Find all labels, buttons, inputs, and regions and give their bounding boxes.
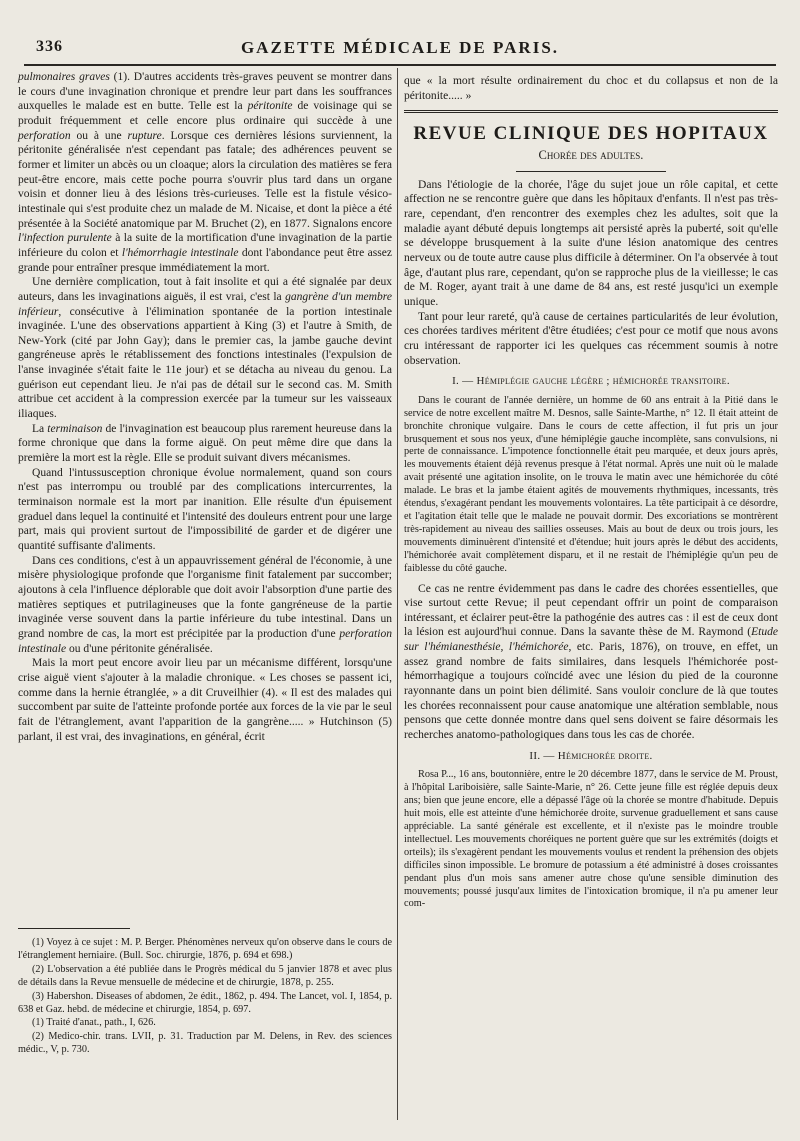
short-rule xyxy=(516,171,666,172)
paragraph xyxy=(18,70,392,275)
text: Ce cas ne rentre évidemment pas dans le cadre des chorées essentielles, que vise surtout cette Revue; il peut cependant offrir un point de comparaison intéressant, et éclairer peut-être la pathogénie des autres cas : il est de ceux dont la lésion est aujourd'hui connue. Dans la savante thèse de M. Raymond ( xyxy=(404,582,778,639)
text: , etc. Paris, 1876), on trouve, en effet, un assez grand nombre de faits similaires, dans lesquels l'hémichorée post-hémorrhagique a toujours coïncidé avec une lésion du pied de la couronne rayonnante dans un point bien délimité. Sans vouloir conclure de là que toutes les chorées reconnaissent pour cause anatomique une altération semblable, nous pensons que cette donnée montre dans quel sens doivent se faire désormais les recherches anatomo-pathologiques dans tous les cas de chorée. xyxy=(404,641,778,742)
emphasis: Etude sur l'hémianesthésie, l'hémichorée xyxy=(404,626,778,654)
footnote: (1) Traité d'anat., path., I, 626. xyxy=(32,1017,156,1029)
text: La xyxy=(32,422,48,435)
paragraph xyxy=(18,554,392,657)
emphasis: l'infection purulente xyxy=(18,232,112,245)
continued-text: que « la mort résulte ordinairement du choc et du collapsus et non de la péritonite..... » xyxy=(404,75,778,102)
emphasis: terminaison xyxy=(47,422,103,435)
text: Dans ces conditions, c'est à un appauvrissement général de l'économie, à une misère physiologique profonde que l'organisme finit fatalement par succomber; ajoutons à cela l'influence déplorable que doit avoir l'absorption d'une partie des matières septiques et putrilagineuses que la fonte gangréneuse de la partie invaginée verse souvent dans la partie inférieure du tube intestinal. Dans un grand nombre de cas, la mort est précipitée par la production d'une xyxy=(18,554,392,640)
text: (1). D'autres accidents très-graves peuvent se montrer dans le cours d'une invagination chronique et prendre leur part dans les souffrances auxquelles le malade est en butte. Telle est la xyxy=(18,71,392,113)
column-divider xyxy=(397,68,398,1120)
text: dont l'abondance peut être assez grande pour entraîner presque immédiatement la mort. xyxy=(18,246,392,274)
page-header xyxy=(24,26,776,66)
section-subtitle: Chorée des adultes. xyxy=(538,147,644,162)
paragraph xyxy=(18,275,392,422)
footnote-rule xyxy=(18,928,130,929)
emphasis: perforation xyxy=(18,129,71,142)
paragraph xyxy=(404,582,778,743)
emphasis: pulmonaires graves xyxy=(18,71,110,83)
right-column xyxy=(404,74,778,911)
emphasis: rupture xyxy=(127,129,162,142)
text: à la suite de la mortification d'une invagination de la partie inférieure du colon et xyxy=(18,232,392,259)
emphasis: perforation intestinale xyxy=(18,627,392,655)
paragraph: Dans l'étiologie de la chorée, l'âge du sujet joue un rôle capital, et cette affection ne se rencontre guère que dans les hôpitaux d'enfants. Il n'est pas très-rare, cependant, d'en rencontrer des exemples chez les adultes, soit que la maladie ayant débuté depuis longtemps ait persisté après la puberté, soit qu'elle se développe brusquement à la suite d'une lésion anatomique des centres nerveux ou de toute autre cause plus difficile à déterminer. On l'a observée à tout âge, d'autant plus rare, cependant, qu'on se rapproche plus de la vieillesse; le cas de M. Roger, ayant trait à une dame de 84 ans, est resté jusqu'ici un exemple unique. xyxy=(404,178,778,308)
emphasis: péritonite xyxy=(247,100,293,113)
footnotes xyxy=(18,928,392,1058)
section-title: REVUE CLINIQUE DES HOPITAUX xyxy=(413,123,769,145)
emphasis: l'hémorrhagie intestinale xyxy=(121,246,239,259)
footnote: (3) Habershon. Diseases of abdomen, 2e édit., 1862, p. 494. The Lancet, vol. I, 1854, p. 638 et Gaz. hebd. de médecine et chirurgie, 1854, p. 697. xyxy=(18,990,392,1015)
case-heading: I. — Hémiplégie gauche légère ; hémichorée transitoire. xyxy=(452,375,730,388)
text: de voisinage qui se produit fréquemment et celle encore plus ordinaire qui succède à une xyxy=(18,100,392,127)
paragraph xyxy=(18,422,392,466)
journal-title: GAZETTE MÉDICALE DE PARIS. xyxy=(240,38,560,57)
text: , consécutive à l'élimination spontanée de la portion intestinale invaginée. L'une des observations appartient à King (3) et l'autre à Smith, de New-York (cité par John Gay); dans le premier cas, la jambe gauche devint gangréneuse après le rétablissement des fonctions intestinales (l'expulsion de l'anse invaginée s'était faite le 11e jour) et se détacha au niveau du genou. La guérison eut cependant lieu. Je n'ai pas de détail sur le second cas. M. Smith attribue cet accident à la compression exercée par la tumeur sur les vaisseaux iliaques. xyxy=(18,305,392,421)
text: ou à une xyxy=(70,129,128,142)
text: . Lorsque ces dernières lésions surviennent, la péritonite généralisée n'est cependant pas fatale; des adhérences peuvent se former et limiter un abcès ou un cloaque; alors la circulation des matières se fera peut-être encore, mais cette poche pourra s'ouvrir plus tard dans un organe voisin et donner lieu à des lésions très-curieuses. Telle est la fistule vésico-intestinale qui s'est produite chez un malade de M. Nicaise, et dont la pièce a été présentée à la Société anatomique par M. Bruchet (2), en 1877. Signalons encore xyxy=(18,129,392,230)
case-paragraph: Rosa P..., 16 ans, boutonnière, entre le 20 décembre 1877, dans le service de M. Proust, à l'hôpital Lariboisière, salle Sainte-Marie, n° 26. Cette jeune fille est réglée depuis deux ans; bien que jeune encore, elle a dépassé l'âge où la chorée se montre d'habitude. Depuis huit mois, elle est atteinte d'une hémichorée droite, survenue graduellement et sans cause appréciable. La santé générale est excellente, et il n'existe pas le moindre trouble intellectuel. Les mouvements choréiques ne portent guère que sur les extrémités (doigts et orteils); ils s'exagèrent pendant les mouvements voulus et rendent la préhension des objets difficiles sinon impossible. Le bromure de potassium a été administré à doses croissantes pendant plus d'un mois sans amener autre chose qu'une sensible diminution des mouvements; poussé jusqu'aux limites de l'intoxication bromique, il n'a pu amener leur com- xyxy=(404,769,778,910)
footnote: (2) L'observation a été publiée dans le Progrès médical du 5 janvier 1878 et avec plus de détails dans la Revue mensuelle de médecine et de chirurgie, 1878, p. 255. xyxy=(18,963,392,988)
paragraph: Tant pour leur rareté, qu'à cause de certaines particularités de leur évolution, ces chorées tardives méritent d'être étudiées; c'est pour ce motif que nous avons cru intéressant de rapporter ici les quelques cas récemment soumis à notre observation. xyxy=(404,310,778,367)
paragraph: Mais la mort peut encore avoir lieu par un mécanisme différent, lorsqu'une crise aiguë vient s'ajouter à la maladie chronique. « Les choses se passent ici, comme dans la hernie étranglée, » a dit Cruveilhier (4). « Il est des malades qui succombent par suite de l'atteinte profonde portée aux forces de la vie par le seul fait de l'étranglement, avant l'apparition de la gangrène..... » Hutchinson (5) parlant, il est vrai, des invaginations, en général, écrit xyxy=(18,657,392,743)
case-paragraph: Dans le courant de l'année dernière, un homme de 60 ans entrait à la Pitié dans le service de notre excellent maître M. Desnos, salle Sainte-Marthe, n° 12. Il était atteint de bronchite chronique vulgaire. Dans le cours de cette affection, il fut pris un jour brusquement et sous nos yeux, d'une hémiplégie gauche incomplète, sans convulsions, ni perte de connaissance. L'impotence fonctionnelle était peu marquée, et deux jours après, les mouvements étaient déjà revenus presque à l'état normal. Après une nuit où le malade avait présenté une agitation insolite, on le trouva le matin avec une hémichorée du côté malade. Le bras et la jambe étaient agités de mouvements rhythmiques, incessants, très étendus, s'exagérant pendant les mouvements volontaires. La tête participait à ce désordre, et l'agitation était telle que le malade ne pouvait dormir. Des excoriations se montrèrent très-rapidement au niveau des saillies osseuses. Mais au bout de deux ou trois jours, les mouvements diminuèrent d'intensité et d'étendue; huit jours après le début des accidents, l'hémichorée avait complètement disparu, et il ne restait de l'hémiplégie qu'un peu de faiblesse du côté gauche. xyxy=(404,394,778,574)
text: de l'invagination est beaucoup plus rarement heureuse dans la forme chronique que dans la forme aiguë. On peut même dire que dans la première la mort est la règle. Elle se produit suivant divers mécanismes. xyxy=(18,422,392,465)
emphasis: gangrène d'un membre inférieur xyxy=(18,290,392,318)
text: ou d'une péritonite généralisée. xyxy=(66,642,213,655)
footnote: (2) Medico-chir. trans. LVII, p. 31. Traduction par M. Delens, in Rev. des sciences médic., V, p. 730. xyxy=(18,1031,392,1056)
case-heading: II. — Hémichorée droite. xyxy=(529,749,653,762)
page-number: 336 xyxy=(36,38,63,55)
left-column xyxy=(18,70,392,744)
section-rule xyxy=(404,110,778,113)
text: Une dernière complication, tout à fait insolite et qui a été signalée par deux auteurs, dans les invaginations aiguës, il est vrai, c'est la xyxy=(18,276,392,303)
footnote: (1) Voyez à ce sujet : M. P. Berger. Phénomènes nerveux qu'on observe dans le cours de l'étranglement herniaire. (Bull. Soc. chirurgie, 1876, p. 694 et 698.) xyxy=(18,937,392,961)
paragraph: Quand l'intussusception chronique évolue normalement, quand son cours n'est pas interrompu ou troublé par des complications intercurrentes, la terminaison normale est la mort par inanition. Elle résulte d'un épuisement graduel dans lequel la continuité et l'intensité des douleurs entrent pour une large part, mais qui provient surtout de l'impossibilité de garder et de digérer une quantité suffisante d'aliments. xyxy=(18,466,392,552)
